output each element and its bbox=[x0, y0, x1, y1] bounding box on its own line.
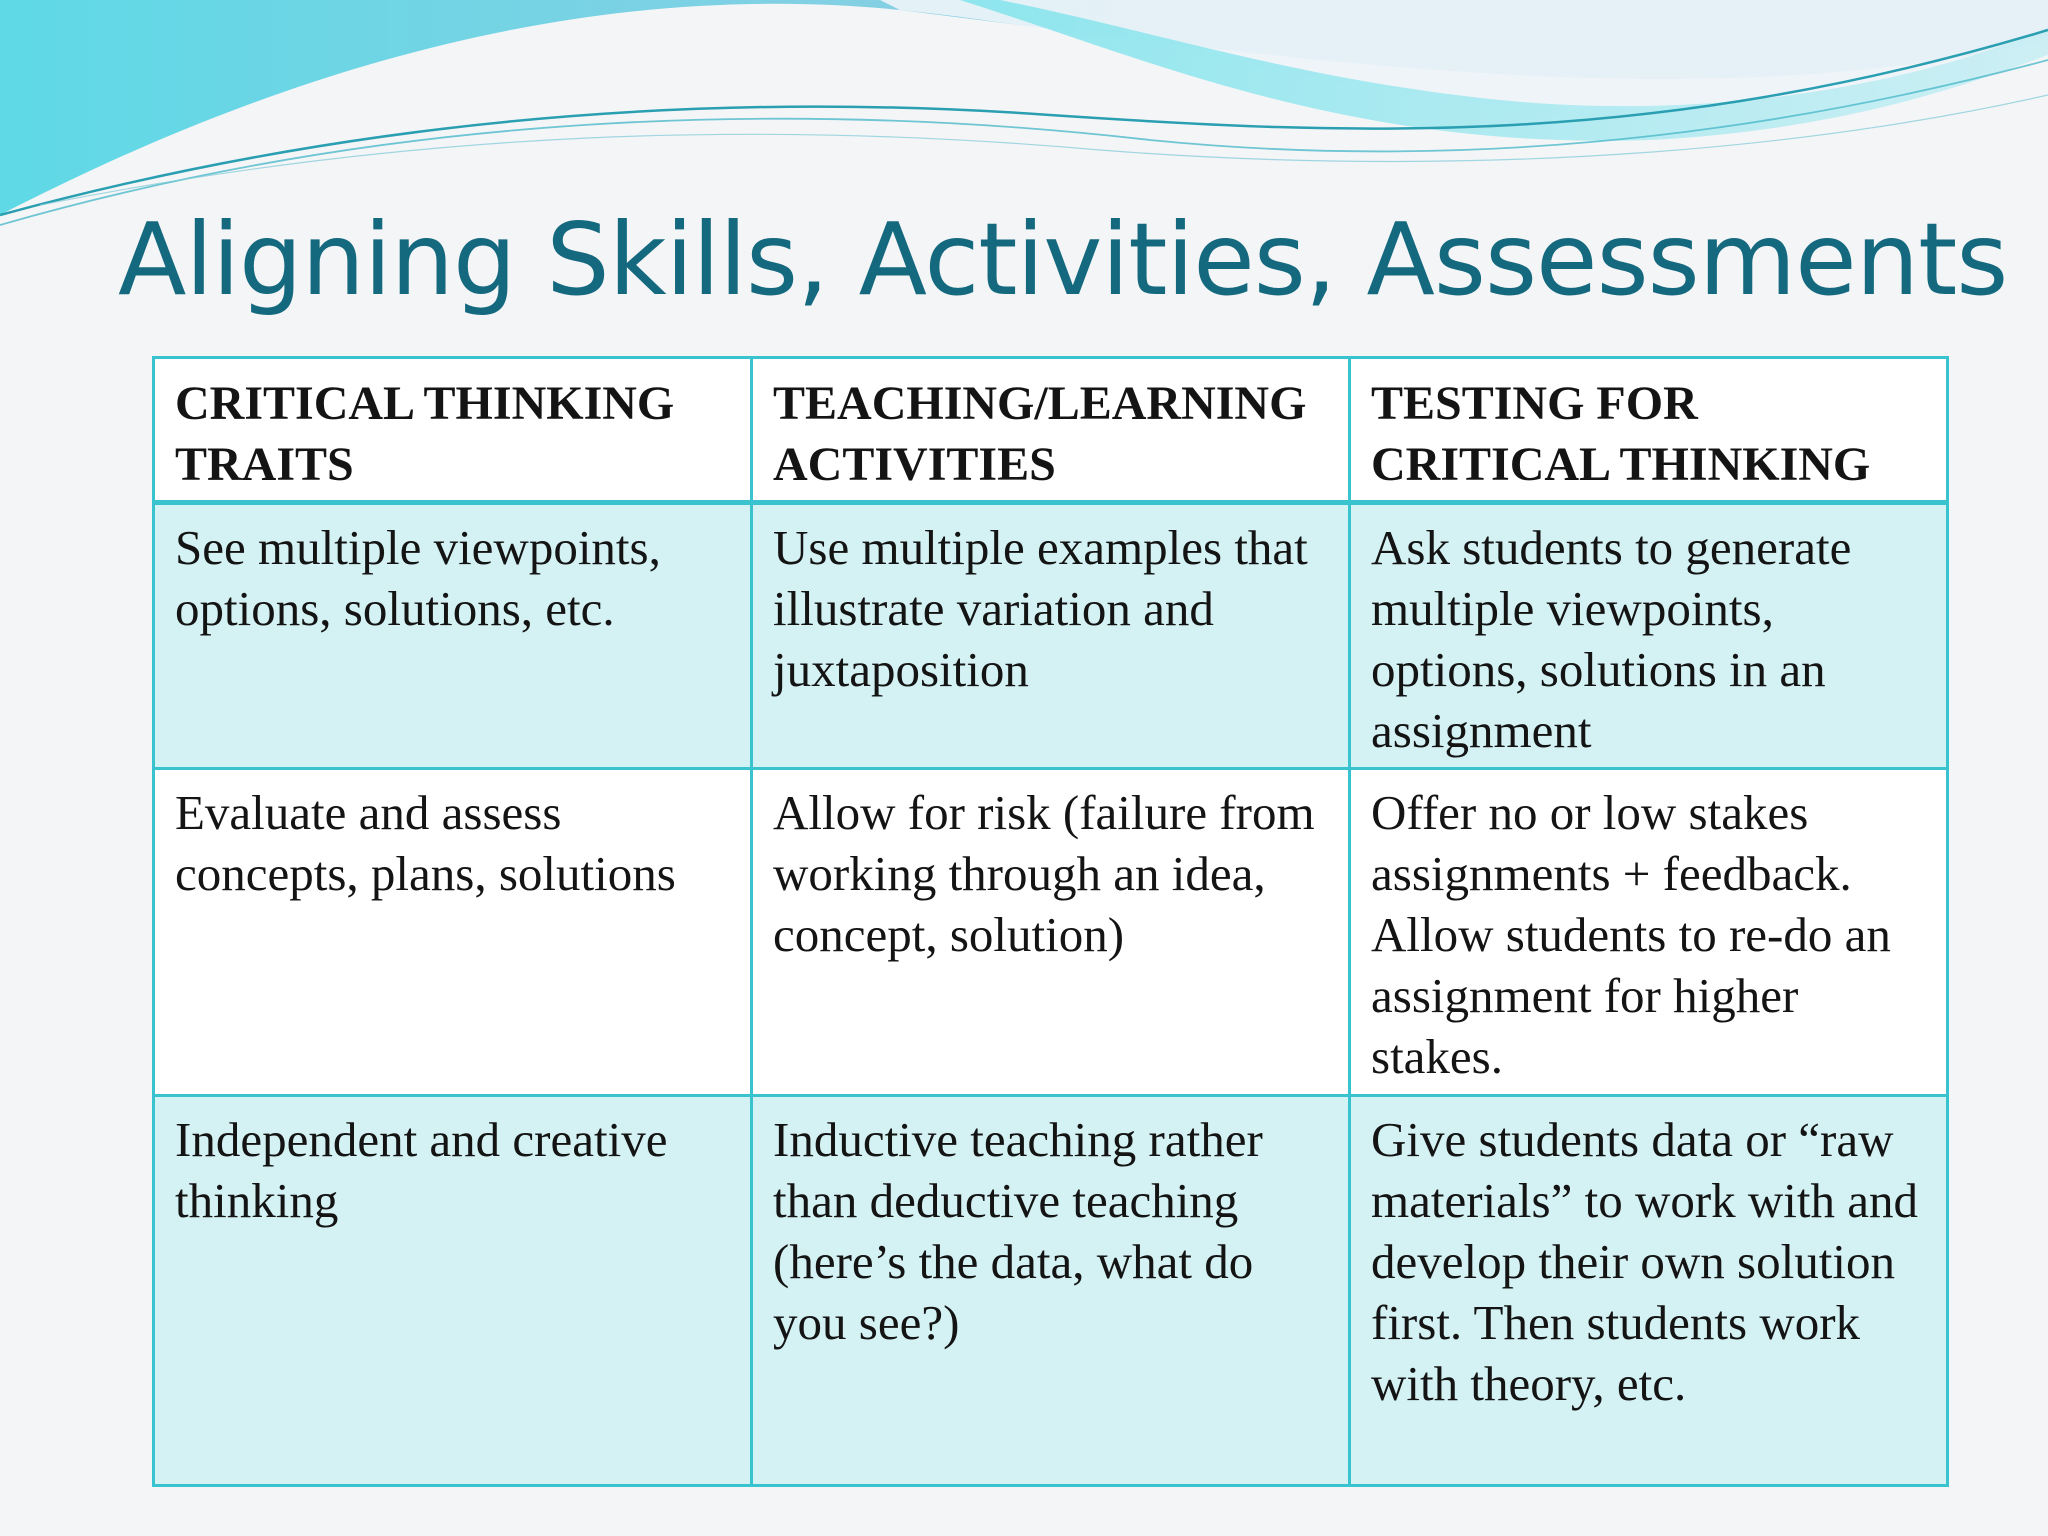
table-row bbox=[154, 769, 1948, 1096]
table-cell: Inductive teaching rather than deductive teaching (here’s the data, what do you see?) bbox=[752, 1096, 1350, 1486]
table-cell: Independent and creative thinking bbox=[154, 1096, 752, 1486]
alignment-table bbox=[152, 356, 1949, 1487]
table-cell: See multiple viewpoints, options, solutions, etc. bbox=[154, 503, 752, 769]
table-row bbox=[154, 1096, 1948, 1486]
table-cell: Allow for risk (failure from working through an idea, concept, solution) bbox=[752, 769, 1350, 1096]
table-cell: Give students data or “raw materials” to work with and develop their own solution first. Then students work with theory, etc. bbox=[1350, 1096, 1948, 1486]
table-cell: Evaluate and assess concepts, plans, solutions bbox=[154, 769, 752, 1096]
header-testing-for-critical-thinking: TESTING FOR CRITICAL THINKING bbox=[1350, 358, 1948, 503]
table-header-row bbox=[154, 358, 1948, 503]
table-cell: Ask students to generate multiple viewpoints, options, solutions in an assignment bbox=[1350, 503, 1948, 769]
header-teaching-learning-activities: TEACHING/LEARNING ACTIVITIES bbox=[752, 358, 1350, 503]
header-critical-thinking-traits: CRITICAL THINKING TRAITS bbox=[154, 358, 752, 503]
table-cell: Use multiple examples that illustrate variation and juxtaposition bbox=[752, 503, 1350, 769]
table-cell: Offer no or low stakes assignments + feedback. Allow students to re-do an assignment for higher stakes. bbox=[1350, 769, 1948, 1096]
table-row bbox=[154, 503, 1948, 769]
slide-title: Aligning Skills, Activities, Assessments bbox=[118, 201, 2008, 318]
